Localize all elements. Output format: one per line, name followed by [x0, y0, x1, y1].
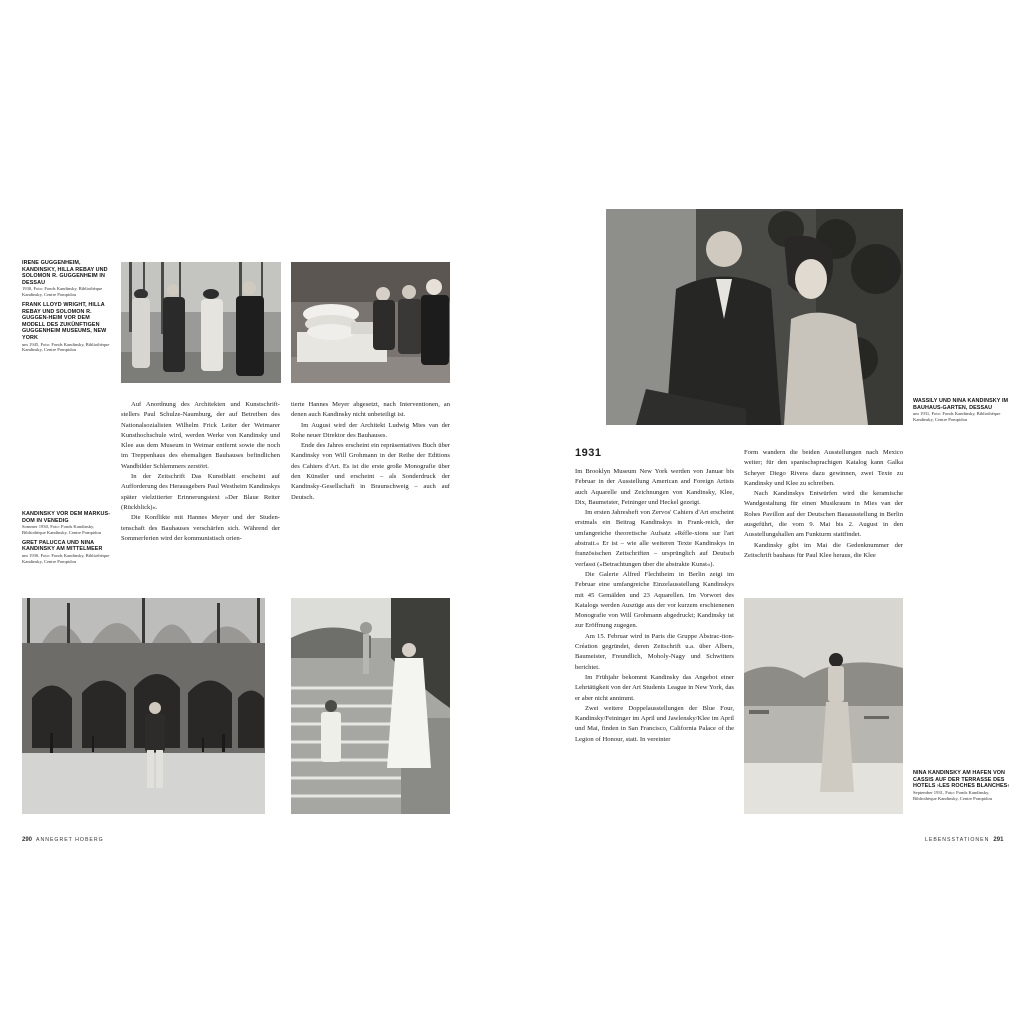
caption-credit: um 1945, Foto: Fonds Kandinsky, Bibliothèque Kandinsky, Centre Pompidou [22, 341, 110, 353]
photo-wassily-nina-garden [606, 209, 903, 425]
caption-credit: um 1931, Foto: Fonds Kandinsky, Bibliothèque Kandinsky, Centre Pompidou [913, 411, 1001, 422]
caption-title: FRANK LLOYD WRIGHT, HILLA REBAY UND SOLOMON R. GUGGEN-HEIM VOR DEM MODELL DES ZUKÜNFTIGEN GUGGENHEIM MUSEUMS, NEW YORK [22, 301, 107, 341]
paragraph: Ende des Jahres erscheint ein repräsentatives Buch über Kandinsky von Will Grohmann in der Reihe der Editions des Cahiers d'Art. Es ist die erste große Monografie über den Künstler und erscheint – als Sonderdruck der Kandinsky-Gesellschaft in Braunschweig – auch auf Deutsch. [291, 442, 450, 501]
left-text-column-1 [121, 400, 280, 544]
caption-title: GRET PALUCCA UND NINA KANDINSKY AM MITTELMEER [22, 539, 103, 553]
page-number: 291 [993, 837, 1004, 843]
photo-venice-san-marco [22, 598, 265, 814]
photo-palucca-nina-steps [291, 598, 450, 814]
paragraph: Im August wird der Architekt Ludwig Mies van der Rohe neuer Direktor des Bauhauses. [291, 421, 450, 439]
caption-title: NINA KANDINSKY AM HAFEN VON CASSIS AUF DER TERRASSE DES HOTELS ›LES ROCHES BLANCHES‹ [913, 770, 1010, 790]
right-text-column-2 [744, 448, 903, 561]
paragraph: Die Konflikte mit Hannes Meyer und der Studen-tenschaft des Bauhauses verschärfen sich. Während der Sommerferien wird der kommunistisch orien- [121, 514, 280, 542]
paragraph: tierte Hannes Meyer abgesetzt, nach Interventionen, an denen auch Kandinsky nicht unbeteiligt ist. [291, 401, 450, 419]
paragraph: Nach Kandinskys Entwürfen wird die keramische Wandgestaltung für einen Musikraum in Mies van der Rohes Pavillon auf der Deutschen Bauausstellung in Berlin ausgeführt, die vom 9. Mai bis 2. August in den Ausstellungshallen am Funkturm stattfindet. [744, 490, 903, 539]
left-text-column-2 [291, 400, 450, 503]
caption-right-top [913, 398, 1013, 427]
caption-credit: Sommer 1930, Foto: Fonds Kandinsky, Bibliothèque Kandinsky, Centre Pompidou [22, 524, 102, 535]
paragraph: Form wandern die beiden Ausstellungen nach Mexico weiter; für den spanischsprachigen Katalog kann Galka Scheyer Diego Rivera dazu gewinnen, zwei Texte zu Kandinsky und Klee zu schreiben. [744, 449, 903, 487]
paragraph: Auf Anordnung des Architekten und Kunstschrift-stellers Paul Schulze-Naumburg, der auf Betreiben des Nationalsozialisten Wilhelm Frick Leiter der Weimarer Kunsthochschule wird, werden Werke von Kandinsky und Klee aus dem Museum in Weimar entfernt sowie die noch im Treppenhaus des ehemaligen Bauhauses befindlichen Wandbilder Schlemmers zerstört. [121, 401, 280, 470]
photo-guggenheim-dessau [121, 262, 281, 383]
caption-credit: September 1931, Foto: Fonds Kandinsky, Bibliothèque Kandinsky, Centre Pompidou [913, 789, 993, 801]
right-folio [925, 837, 1003, 843]
section-name: LEBENSSTATIONEN [925, 837, 990, 843]
author-name: ANNEGRET HOBERG [36, 837, 104, 843]
paragraph: Im Brooklyn Museum New York werden von Januar bis Februar in der Ausstellung American and Foreign Artists auch Aquarelle und Zeichnungen von Kandinsky, Klee, Dix, Baumeister, Feininger und Heckel gezeigt. [575, 468, 734, 506]
page-number: 290 [22, 837, 33, 843]
paragraph: Kandinsky gibt im Mai die Gedenknummer der Zeitschrift bauhaus für Paul Klee heraus, die Klee [744, 541, 903, 559]
caption-credit: 1930, Foto: Fonds Kandinsky, Bibliothèque Kandinsky, Centre Pompidou [22, 286, 103, 298]
paragraph: Im ersten Jahresheft von Zervos' Cahiers d'Art erscheint erstmals ein Beitrag Kandinskys in Frank-reich, der umfangreiche theoretische Aufsatz »Réfle-xions sur l'art abstrait.« Er ist – wie alle weiteren Texte Kandinskys in französischen Zeitschriften – ursprünglich auf Deutsch verfasst (»Betrachtungen über die abstrakte Kunst«). [575, 509, 734, 568]
paragraph: Im Frühjahr bekommt Kandinsky das Angebot einer Lehrtätigkeit von der Art Students League in New York, das er aber nicht annimmt. [575, 673, 734, 702]
photo-guggenheim-model [291, 262, 450, 383]
left-folio [22, 837, 104, 843]
caption-right-bottom [913, 770, 1013, 805]
paragraph: Die Galerie Alfred Flechtheim in Berlin zeigt im Februar eine umfangreiche Einzelausstellung Kandinskys mit 45 Gemälden und 23 Aquarellen. Im Vorwort des Katalogs werden Auszüge aus der vor kurzem erschienenen Monografie von Will Grohmann abgedruckt; Kandinsky ist zur Eröffnung zugegen. [575, 570, 734, 630]
caption-title: WASSILY UND NINA KANDINSKY IM BAUHAUS-GARTEN, DESSAU [913, 398, 1009, 411]
caption-left-bottom [22, 511, 114, 569]
photo-nina-cassis [744, 598, 903, 814]
paragraph: In der Zeitschrift Das Kunstblatt erscheint auf Aufforderung des Herausgebers Paul Westheim Kandinskys später vielzitierter Erinnerungstext »Der Blaue Reiter (Rückblick)«. [121, 473, 280, 511]
caption-title: IRENE GUGGENHEIM, KANDINSKY, HILLA REBAY UND SOLOMON R. GUGGENHEIM IN DESSAU [22, 260, 108, 286]
caption-left-top [22, 260, 114, 357]
caption-credit: um 1930, Foto: Fonds Kandinsky, Bibliothèque Kandinsky, Centre Pompidou [22, 552, 110, 564]
caption-title: KANDINSKY VOR DEM MARKUS-DOM IN VENEDIG [22, 511, 111, 524]
paragraph: Zwei weitere Doppelausstellungen der Blue Four, Kandinsky/Feininger im April und Jawlensky/Klee im April und Mai, finden in San Francisco, California Palace of the Legion of Honour, statt. In vereinter [575, 704, 734, 743]
year-heading: 1931 [575, 447, 602, 459]
paragraph: Am 15. Februar wird in Paris die Gruppe Abstrac-tion-Création gegründet, deren Zeitschrift u.a. über Albers, Baumeister, Freundlich, Moholy-Nagy und Schwitters berichtet. [575, 632, 734, 671]
right-text-column-1 [575, 467, 734, 745]
